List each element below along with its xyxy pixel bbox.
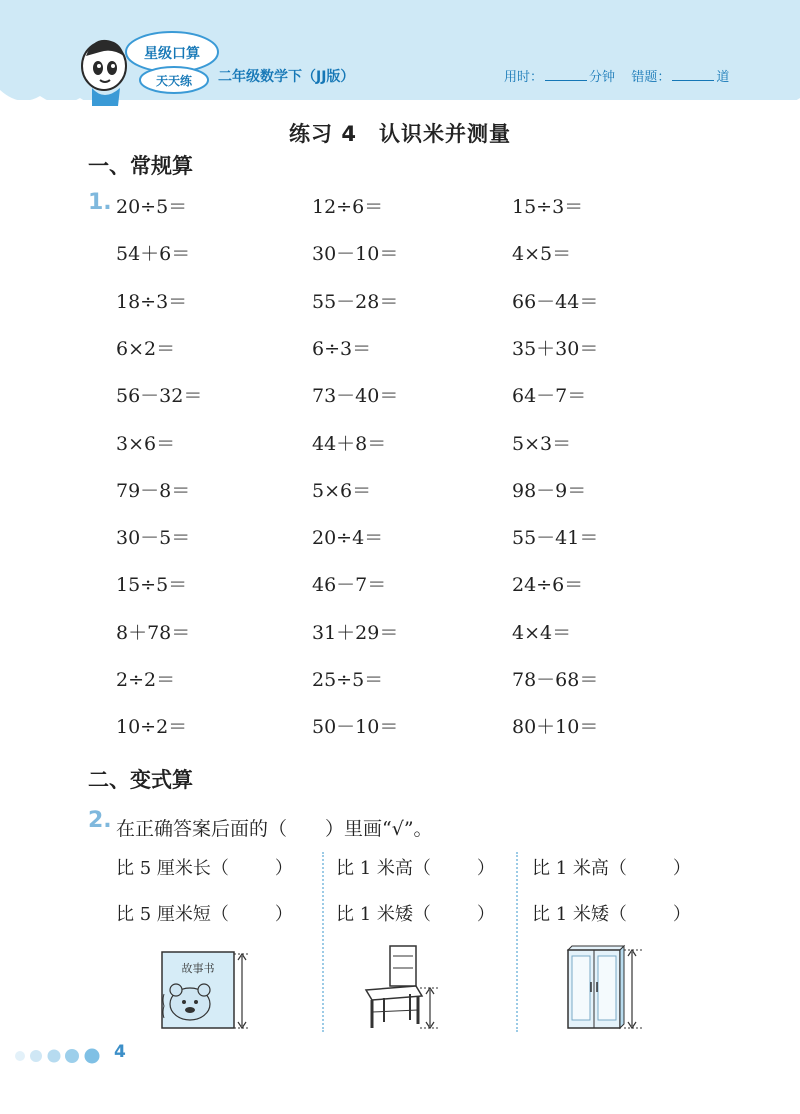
arithmetic-problem: 10÷2＝: [116, 716, 188, 739]
arithmetic-problem: 25÷5＝: [312, 669, 384, 691]
arithmetic-problem: 80＋10＝: [512, 716, 599, 739]
arithmetic-problem: 15÷3＝: [512, 196, 584, 218]
arithmetic-problem: 5×6＝: [312, 479, 372, 502]
arithmetic-problem: 12÷6＝: [312, 196, 384, 218]
arithmetic-problem: 4×4＝: [512, 621, 572, 644]
option-cabinet-taller-than-1m: 比 1 米高（ ）: [532, 858, 691, 879]
arithmetic-problem: 54＋6＝: [116, 243, 191, 266]
logo-text-line1: 星级口算: [144, 46, 200, 62]
arithmetic-problem: 18÷3＝: [116, 290, 188, 313]
time-and-error-record: [504, 66, 729, 85]
arithmetic-problem: 35＋30＝: [512, 337, 599, 360]
arithmetic-problem: 24÷6＝: [512, 574, 584, 597]
section-heading-variant: 二、变式算: [88, 768, 193, 792]
arithmetic-problem: 78－68＝: [512, 669, 599, 691]
column-divider: [322, 852, 324, 1032]
footer-dots-decoration: [14, 1048, 110, 1064]
exercise-number: 练习 4: [289, 122, 357, 146]
arithmetic-problem: 50－10＝: [312, 716, 399, 739]
mascot-logo: [74, 22, 224, 108]
logo-text-line2: 天天练: [155, 74, 193, 88]
option-chair-taller-than-1m: 比 1 米高（ ）: [336, 858, 495, 879]
arithmetic-problem: 6×2＝: [116, 337, 176, 360]
arithmetic-problem: 55－28＝: [312, 290, 399, 313]
question-number-1: 1.: [88, 190, 112, 215]
option-shorter-than-5cm: 比 5 厘米短（ ）: [116, 904, 293, 925]
time-blank[interactable]: [545, 68, 587, 81]
arithmetic-problem: 55－41＝: [512, 527, 599, 550]
arithmetic-problem: 73－40＝: [312, 385, 399, 408]
book-label: 故事书: [181, 962, 215, 975]
arithmetic-problem: 44＋8＝: [312, 432, 387, 455]
option-chair-shorter-than-1m: 比 1 米矮（ ）: [336, 904, 495, 925]
arithmetic-problem: 20÷4＝: [312, 527, 384, 550]
arithmetic-problem: 46－7＝: [312, 574, 387, 597]
arithmetic-problem: 8＋78＝: [116, 621, 191, 644]
arithmetic-problem: 20÷5＝: [116, 196, 188, 218]
arithmetic-problem: 98－9＝: [512, 479, 587, 502]
errors-unit: 道: [716, 70, 730, 85]
arithmetic-problem: 3×6＝: [116, 432, 176, 455]
chair-image: [360, 942, 444, 1032]
time-label: 用时：: [504, 70, 544, 85]
arithmetic-problem: 56－32＝: [116, 385, 203, 408]
arithmetic-problem: 15÷5＝: [116, 574, 188, 597]
arithmetic-problem: 6÷3＝: [312, 337, 372, 360]
time-unit: 分钟: [589, 70, 616, 85]
option-cabinet-shorter-than-1m: 比 1 米矮（ ）: [532, 904, 691, 925]
exercise-name: 认识米并测量: [378, 122, 511, 146]
arithmetic-problem: 5×3＝: [512, 432, 572, 455]
arithmetic-problem: 79－8＝: [116, 479, 191, 502]
arithmetic-problem: 64－7＝: [512, 385, 587, 408]
column-divider: [516, 852, 518, 1032]
arithmetic-problem: 30－5＝: [116, 527, 191, 550]
errors-blank[interactable]: [672, 68, 714, 81]
arithmetic-problem: 30－10＝: [312, 243, 399, 266]
question-number-2: 2.: [88, 808, 112, 833]
section-heading-regular: 一、常规算: [88, 154, 193, 178]
arithmetic-problem: 31＋29＝: [312, 621, 399, 644]
cabinet-image: [560, 944, 644, 1032]
option-longer-than-5cm: 比 5 厘米长（ ）: [116, 858, 293, 879]
errors-label: 错题：: [631, 70, 671, 85]
storybook-image: [160, 950, 260, 1032]
arithmetic-problem: 4×5＝: [512, 243, 572, 266]
arithmetic-problem: 2÷2＝: [116, 669, 176, 691]
arithmetic-problem: 66－44＝: [512, 290, 599, 313]
question-2-instruction: 在正确答案后面的（ ）里画“√”。: [116, 818, 433, 840]
series-title: 二年级数学下（JJ版）: [218, 69, 355, 85]
page-title: [0, 118, 800, 148]
page-number: 4: [114, 1042, 126, 1062]
